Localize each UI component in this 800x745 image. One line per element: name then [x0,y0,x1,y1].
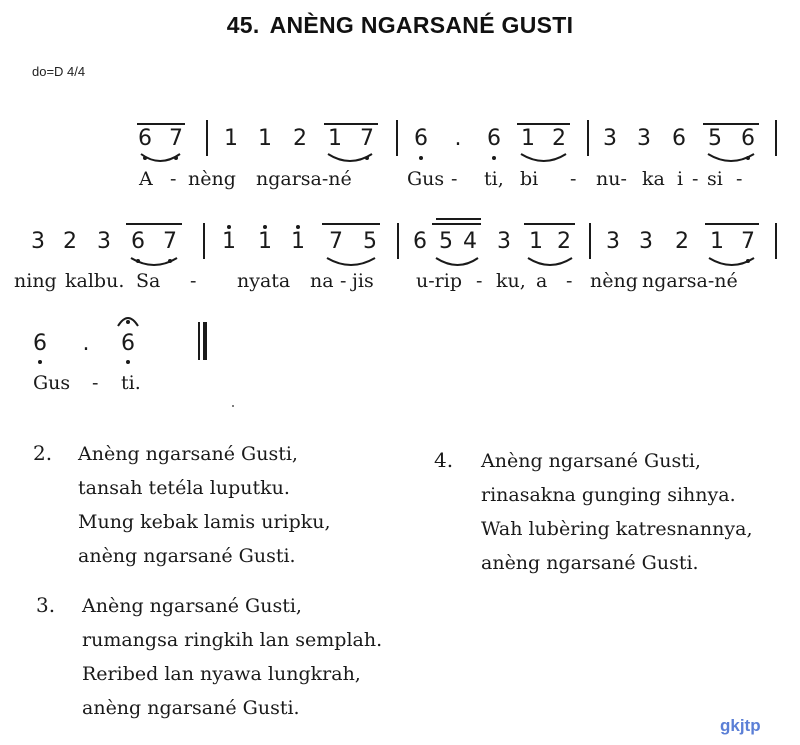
lyric: ka [642,168,665,190]
verse-line: Anèng ngarsané Gusti, [78,443,298,465]
note: 3 [637,126,651,151]
lyric: kalbu. [65,270,125,292]
note: 1 [710,229,724,254]
lyric: - [92,372,99,394]
bar-line [589,223,591,259]
verse-line: anèng ngarsané Gusti. [481,552,699,574]
lyric: - [340,270,347,292]
lyric: nu- [596,168,627,190]
note: 3 [606,229,620,254]
low-octave-dot [419,156,423,160]
lyric: u-rip [416,270,462,292]
note: 1 [291,229,305,254]
note: 7 [329,229,343,254]
bar-line [775,223,777,259]
bar-line [396,120,398,156]
final-bar-line [203,322,207,360]
verse-number: 2. [33,441,53,465]
lyric: A [139,168,153,190]
lyric: ti, [484,168,504,190]
verse-line: Anèng ngarsané Gusti, [481,450,701,472]
note: 7 [169,126,183,151]
note: 7 [163,229,177,254]
lyric: Sa [136,270,161,292]
verse-line: rumangsa ringkih lan semplah. [82,629,383,651]
note: 2 [293,126,307,151]
note: 4 [463,229,477,254]
note: 6 [121,331,135,356]
note: 3 [31,229,45,254]
verse-line: tansah tetéla luputku. [78,477,290,499]
lyric: na [310,270,334,292]
low-octave-dot [365,156,369,160]
lyric: si [707,168,723,190]
note: 3 [497,229,511,254]
note-dot: . [82,331,90,356]
bar-line [775,120,777,156]
slur [528,258,572,265]
low-octave-dot [492,156,496,160]
note: 6 [138,126,152,151]
low-octave-dot [38,360,42,364]
key-signature: do=D 4/4 [32,64,86,79]
verse-line: Anèng ngarsané Gusti, [82,595,302,617]
note-dot: . [454,126,462,151]
note: 5 [363,229,377,254]
final-bar-line [198,322,200,360]
lyric: - [451,168,458,190]
bar-line [397,223,399,259]
note: 1 [258,229,272,254]
note: 6 [414,126,428,151]
low-octave-dot [746,259,750,263]
verse-line: Mung kebak lamis uripku, [78,511,331,533]
note: 6 [672,126,686,151]
low-octave-dot [168,259,172,263]
note: 6 [33,331,47,356]
song-title-text: ANÈNG NGARSANÉ GUSTI [269,12,574,38]
note: 1 [521,126,535,151]
song-number: 45. [226,12,260,38]
lyric: - [476,270,483,292]
low-octave-dot [174,156,178,160]
lyric: Gus [33,372,71,394]
note: 1 [328,126,342,151]
lyric: - [692,168,699,190]
slur [141,154,180,161]
lyric: ngarsa-né [256,168,352,190]
lyric: bi [520,168,539,190]
note: 6 [413,229,427,254]
lyric: a [536,270,548,292]
lyric: nyata [237,270,291,292]
note: 6 [131,229,145,254]
lyric: nèng [590,270,638,292]
note: 2 [63,229,77,254]
low-octave-dot [126,360,130,364]
slur [709,258,754,265]
lyric: - [570,168,577,190]
note: 5 [439,229,453,254]
lyric: jis [352,270,374,292]
note: 7 [741,229,755,254]
slur [521,154,566,161]
note: 7 [360,126,374,151]
lyric: ti. [121,372,141,394]
lyric: - [736,168,743,190]
bar-line [587,120,589,156]
verse-line: Wah lubèring katresnannya, [481,518,753,540]
watermark: gkjtp [720,716,761,735]
stray-dot [232,405,234,407]
lyric: - [170,168,177,190]
lyric: nèng [188,168,236,190]
lyric: - [566,270,573,292]
low-octave-dot [746,156,750,160]
verse-number: 3. [36,593,56,617]
note: 2 [552,126,566,151]
fermata-icon [118,318,138,326]
note: 1 [258,126,272,151]
verse-line: anèng ngarsané Gusti. [78,545,296,567]
note: 5 [708,126,722,151]
slur [328,154,372,161]
song-title [0,12,800,39]
slur [436,258,478,265]
lyric: ning [14,270,57,292]
lyric: i [677,168,684,190]
slur [131,258,177,265]
low-octave-dot [136,259,140,263]
bar-line [203,223,205,259]
note: 3 [97,229,111,254]
verse-number: 4. [434,448,454,472]
note: 6 [741,126,755,151]
verse-line: Reribed lan nyawa lungkrah, [82,663,361,685]
bar-line [206,120,208,156]
note: 1 [224,126,238,151]
note: 3 [603,126,617,151]
note: 2 [557,229,571,254]
slur [708,154,754,161]
note: 6 [487,126,501,151]
note: 1 [529,229,543,254]
lyric: - [190,270,197,292]
lyric: ku, [496,270,526,292]
lyric: Gus [407,168,445,190]
note: 2 [675,229,689,254]
low-octave-dot [143,156,147,160]
verse-line: rinasakna gunging sihnya. [481,484,736,506]
lyric: ngarsa-né [642,270,738,292]
note: 3 [639,229,653,254]
slur [327,258,375,265]
note: 1 [222,229,236,254]
verse-line: anèng ngarsané Gusti. [82,697,300,719]
